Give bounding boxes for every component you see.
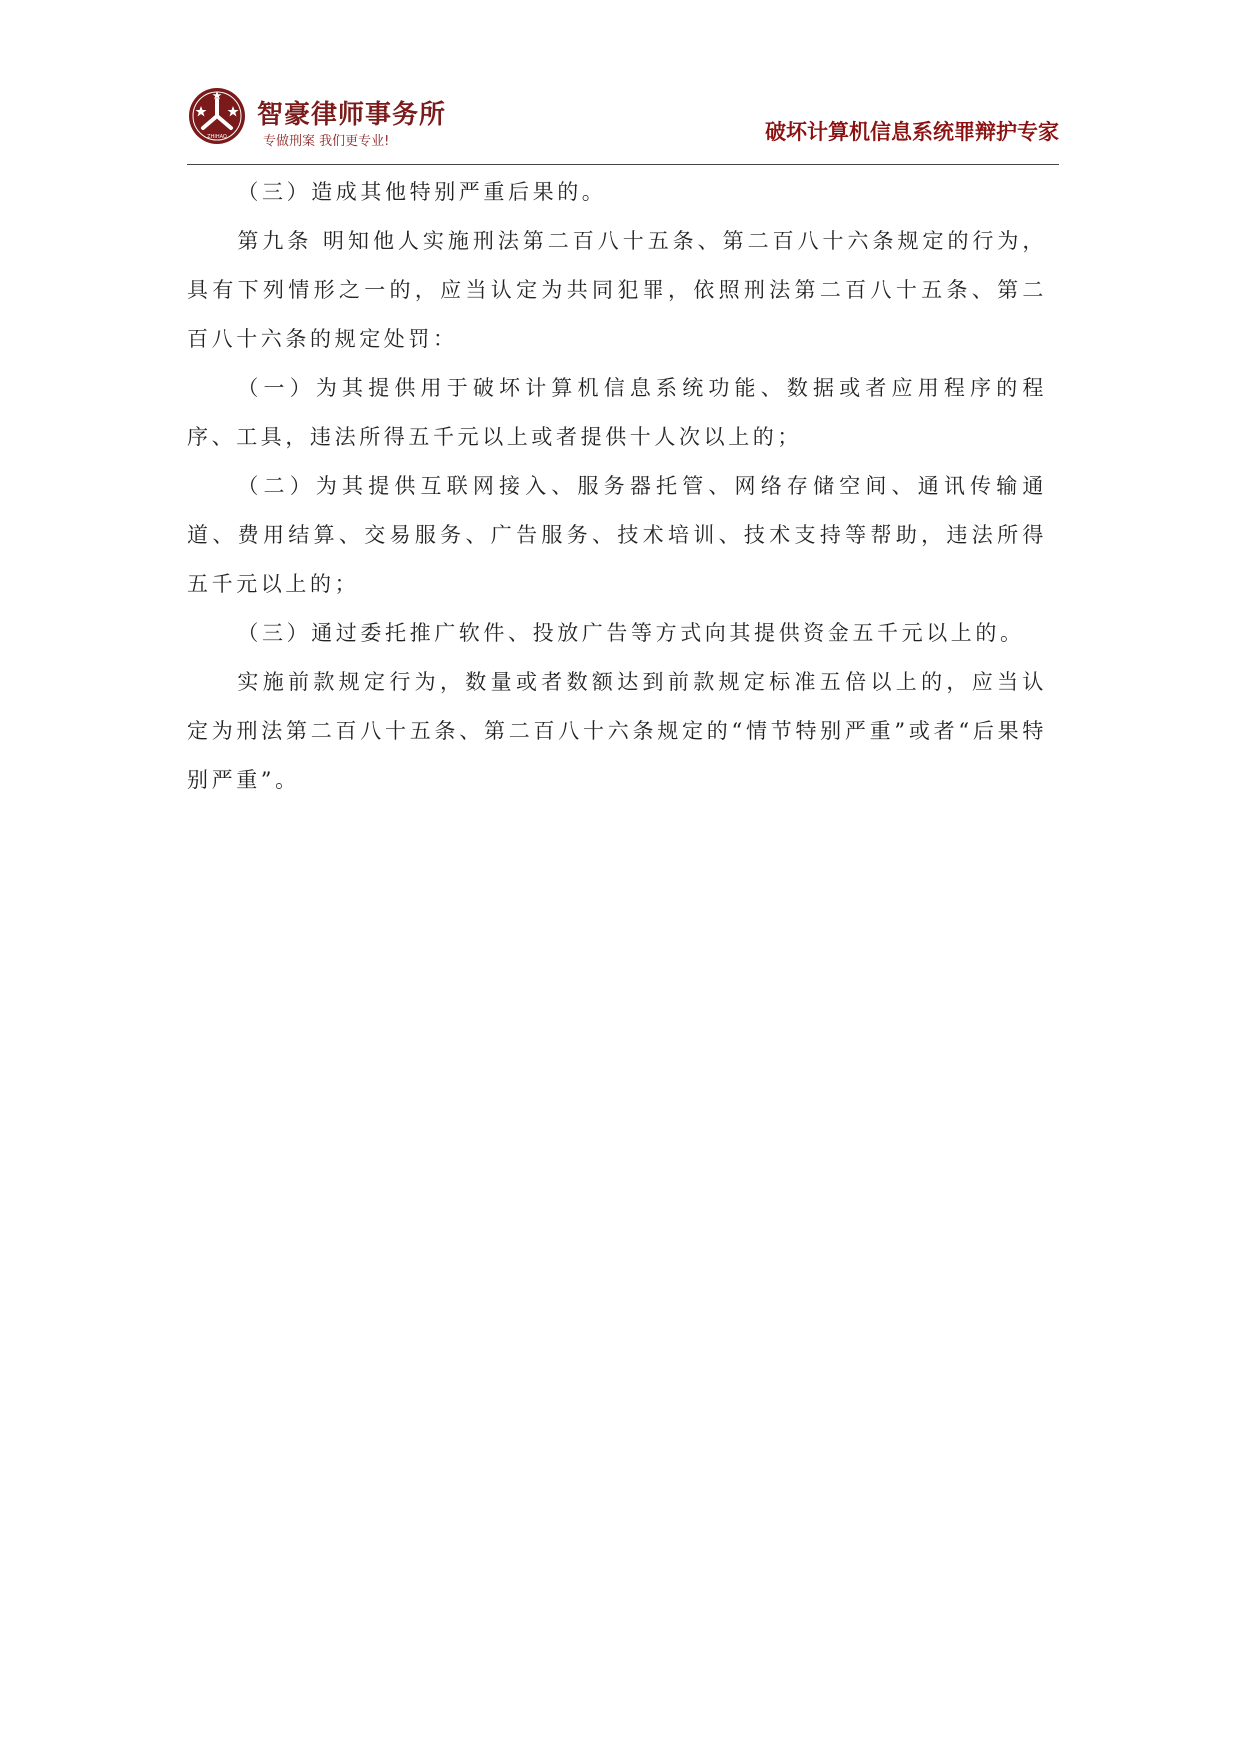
firm-slogan: 专做刑案 我们更专业! (263, 134, 390, 149)
page-header (187, 86, 1059, 164)
paragraph: 第九条 明知他人实施刑法第二百八十五条、第二百八十六条规定的行为，具有下列情形之一的，应当认定为共同犯罪，依照刑法第二百八十五条、第二百八十六条的规定处罚： (187, 229, 1047, 351)
law-firm-emblem-icon (187, 86, 247, 146)
firm-name: 智豪律师事务所 (257, 100, 447, 130)
emblem-text: ZHIHAO (207, 134, 227, 140)
paragraph: 实施前款规定行为，数量或者数额达到前款规定标准五倍以上的，应当认定为刑法第二百八十五条、第二百八十六条规定的“情节特别严重”或者“后果特别严重”。 (187, 670, 1047, 792)
header-tagline: 破坏计算机信息系统罪辩护专家 (765, 120, 1059, 144)
paragraph: （二）为其提供互联网接入、服务器托管、网络存储空间、通讯传输通道、费用结算、交易服务、广告服务、技术培训、技术支持等帮助，违法所得五千元以上的； (187, 474, 1047, 596)
paragraph: （一）为其提供用于破坏计算机信息系统功能、数据或者应用程序的程序、工具，违法所得五千元以上或者提供十人次以上的； (187, 376, 1047, 449)
paragraph: （三）通过委托推广软件、投放广告等方式向其提供资金五千元以上的。 (237, 621, 1025, 645)
document-body (187, 168, 1047, 805)
paragraph: （三）造成其他特别严重后果的。 (237, 180, 607, 204)
header-divider (187, 164, 1059, 165)
